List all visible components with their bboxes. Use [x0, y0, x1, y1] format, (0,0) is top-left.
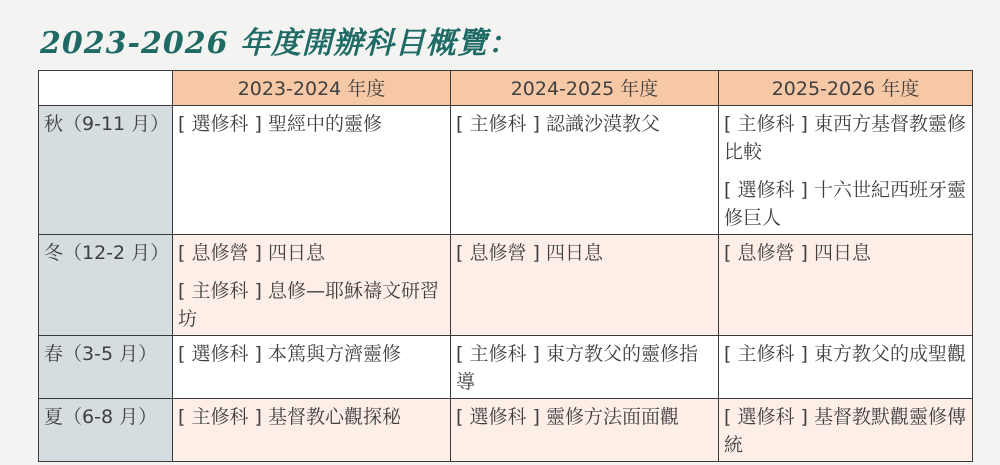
course-entry: [ 選修科 ] 本篤與方濟靈修 — [178, 343, 401, 365]
course-overview-table — [38, 70, 973, 462]
season-label: 冬（12-2 月） — [39, 235, 173, 336]
course-entry: [ 主修科 ] 東方教父的靈修指導 — [456, 343, 698, 393]
course-cell — [719, 106, 973, 235]
corner-cell — [39, 71, 173, 106]
course-entry: [ 主修科 ] 東西方基督教靈修比較 — [724, 113, 966, 163]
table-row — [39, 235, 973, 336]
course-entry: [ 選修科 ] 基督教默觀靈修傳統 — [724, 406, 966, 456]
course-cell — [719, 235, 973, 336]
page-title: 2023-2026 年度開辦科目概覽： — [40, 26, 519, 61]
course-entry: [ 主修科 ] 東方教父的成聖觀 — [724, 343, 966, 365]
course-entry: [ 選修科 ] 靈修方法面面觀 — [456, 406, 679, 428]
course-cell — [451, 235, 719, 336]
course-cell — [173, 106, 451, 235]
year-header: 2023-2024 年度 — [173, 71, 451, 106]
season-label: 秋（9-11 月） — [39, 106, 173, 235]
course-cell — [451, 106, 719, 235]
course-cell — [173, 399, 451, 462]
year-header: 2025-2026 年度 — [719, 71, 973, 106]
year-header: 2024-2025 年度 — [451, 71, 719, 106]
course-cell — [451, 336, 719, 399]
table-row — [39, 106, 973, 235]
season-label: 夏（6-8 月） — [39, 399, 173, 462]
course-entry: [ 息修營 ] 四日息 — [456, 242, 603, 264]
course-entry: [ 息修營 ] 四日息 — [724, 242, 871, 264]
course-cell — [719, 399, 973, 462]
header-row — [39, 71, 973, 106]
course-cell — [451, 399, 719, 462]
course-entry: [ 息修營 ] 四日息 — [178, 242, 325, 264]
table-row — [39, 336, 973, 399]
course-cell — [719, 336, 973, 399]
course-entry: [ 主修科 ] 認識沙漠教父 — [456, 113, 660, 135]
course-entry: [ 選修科 ] 十六世紀西班牙靈修巨人 — [724, 179, 966, 229]
course-entry: [ 主修科 ] 息修—耶穌禱文研習坊 — [178, 280, 439, 330]
course-entry: [ 選修科 ] 聖經中的靈修 — [178, 113, 382, 135]
course-entry: [ 主修科 ] 基督教心觀探秘 — [178, 406, 401, 428]
course-cell — [173, 336, 451, 399]
table-row — [39, 399, 973, 462]
course-cell — [173, 235, 451, 336]
season-label: 春（3-5 月） — [39, 336, 173, 399]
